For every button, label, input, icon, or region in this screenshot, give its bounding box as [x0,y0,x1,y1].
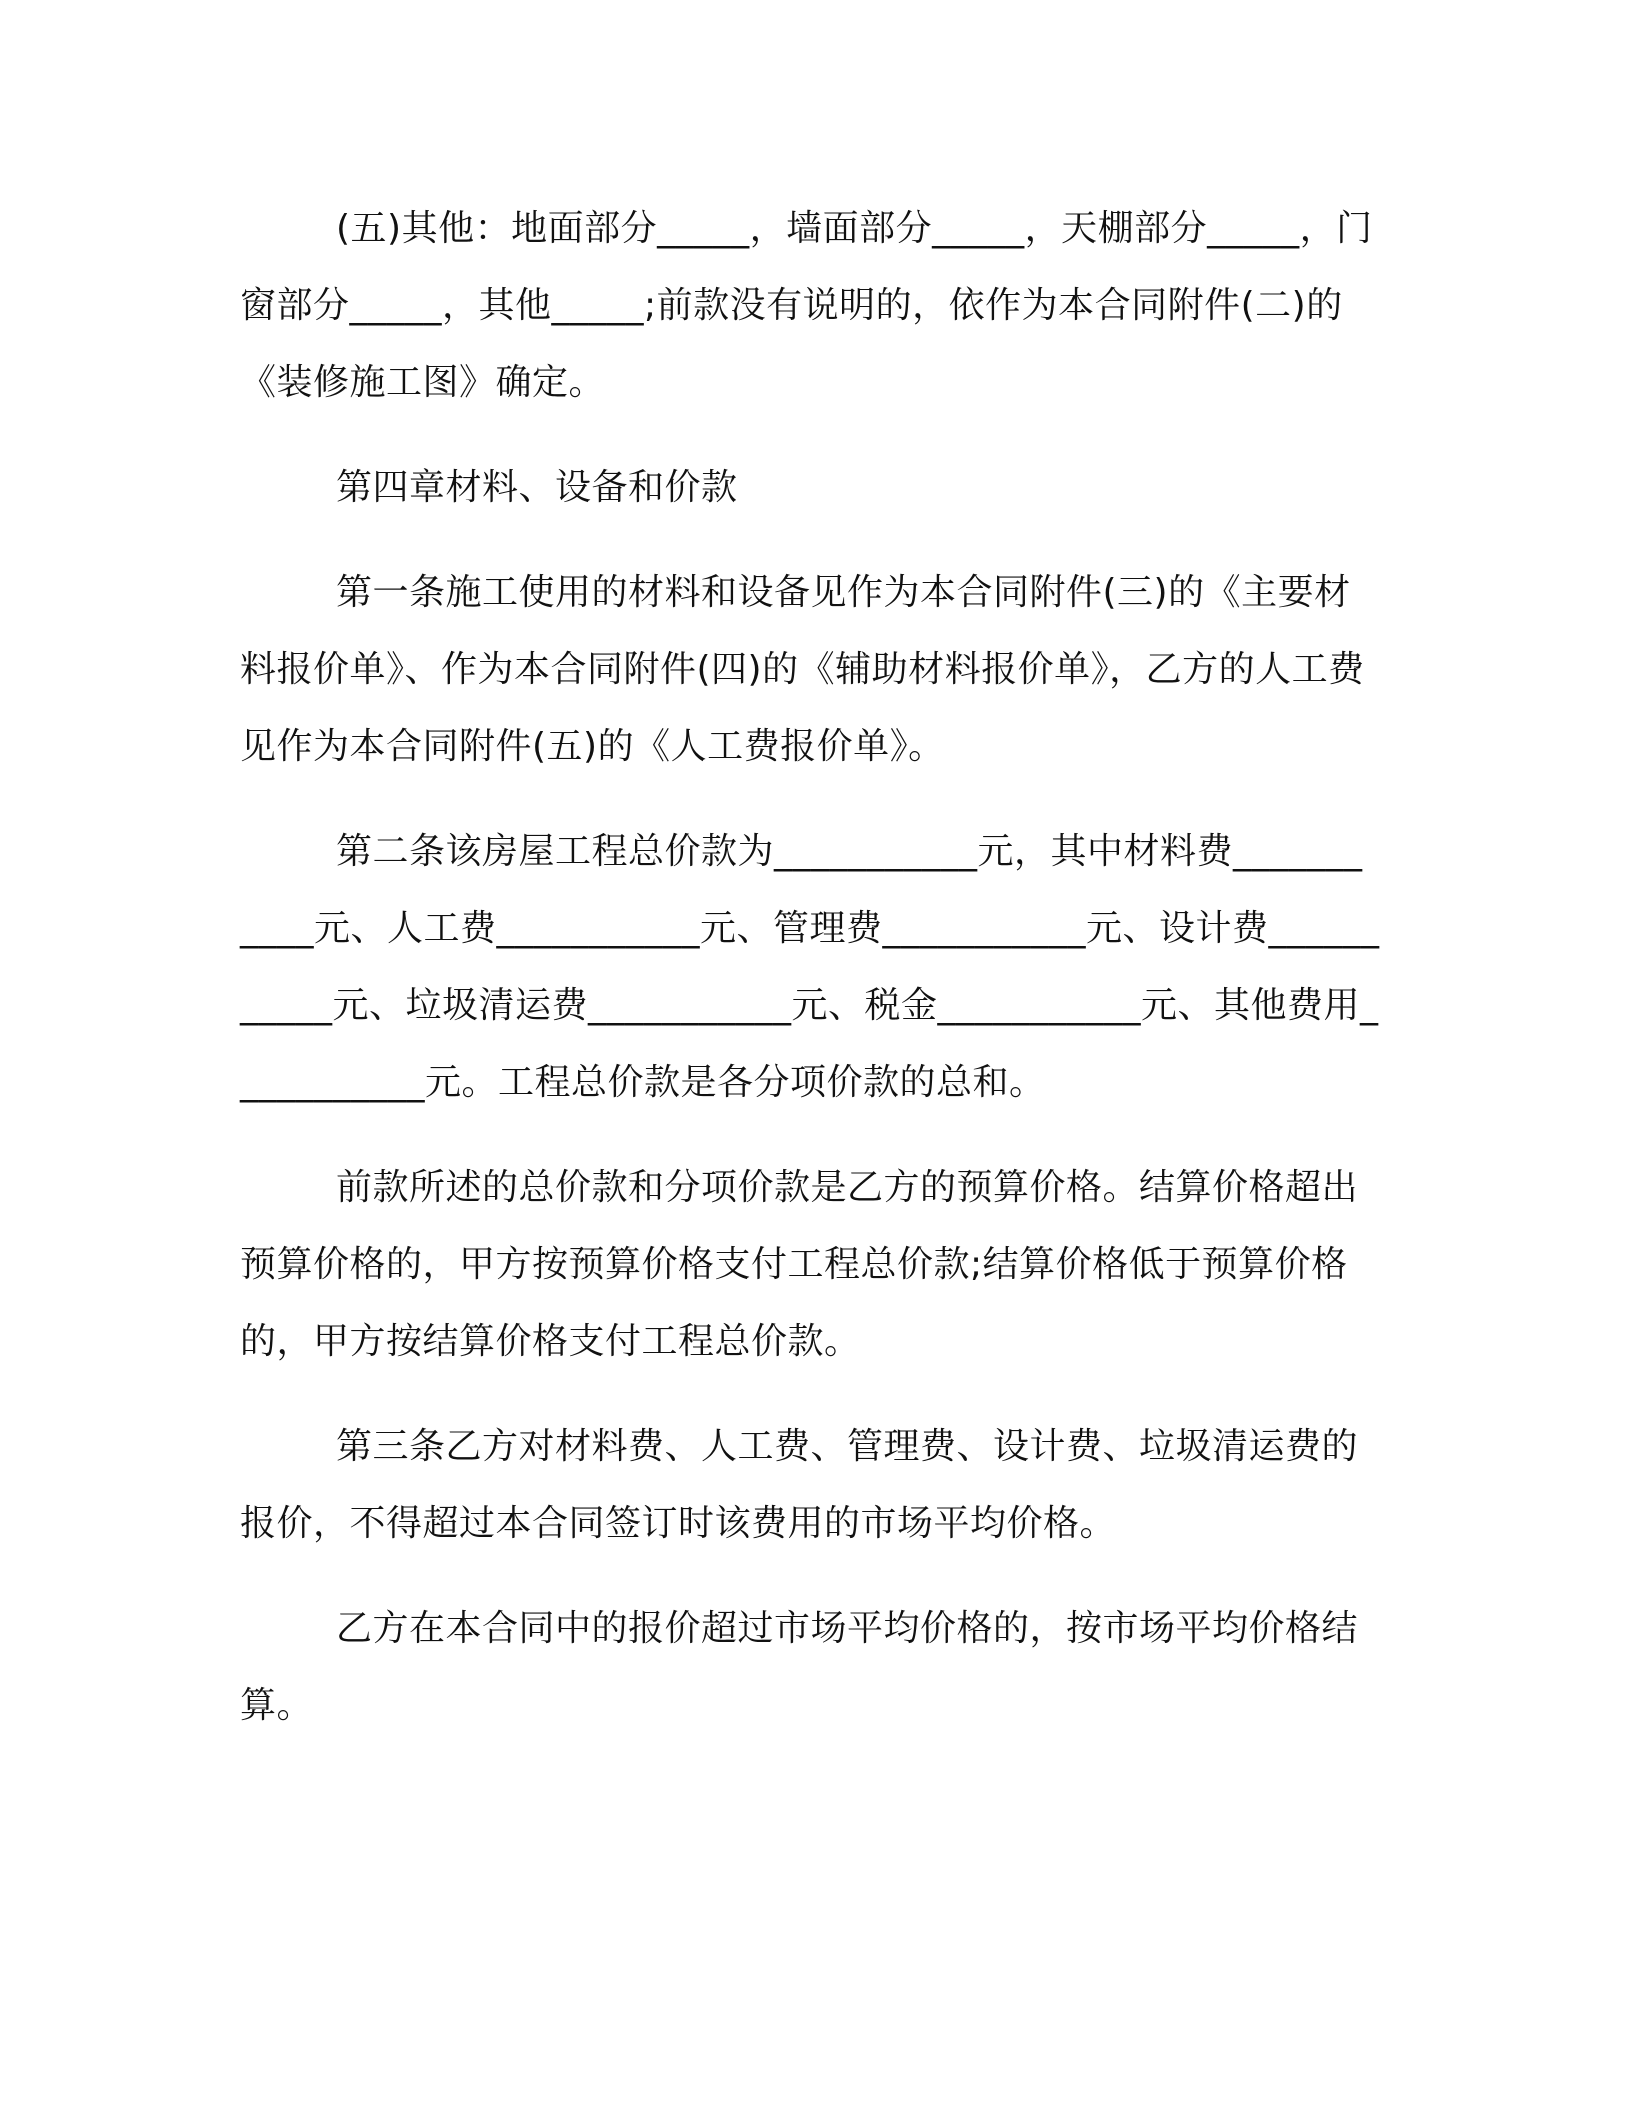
paragraph-article-1: 第一条施工使用的材料和设备见作为本合同附件(三)的《主要材料报价单》、作为本合同附件(四)的《辅助材料报价单》，乙方的人工费见作为本合同附件(五)的《人工费报价单》。 [240,572,1365,767]
paragraph-budget-price: 前款所述的总价款和分项价款是乙方的预算价格。结算价格超出预算价格的，甲方按预算价格支付工程总价款;结算价格低于预算价格的，甲方按结算价格支付工程总价款。 [240,1167,1359,1362]
paragraph-other-parts: (五)其他：地面部分_____，墙面部分_____，天棚部分_____，门窗部分_____，其他_____;前款没有说明的，依作为本合同附件(二)的《装修施工图》确定。 [240,208,1373,403]
paragraph-article-3: 第三条乙方对材料费、人工费、管理费、设计费、垃圾清运费的报价，不得超过本合同签订时该费用的市场平均价格。 [240,1426,1359,1544]
paragraph-market-price: 乙方在本合同中的报价超过市场平均价格的，按市场平均价格结算。 [240,1608,1359,1726]
document-body [240,190,1380,1744]
paragraph-article-2: 第二条该房屋工程总价款为___________元，其中材料费___________元、人工费___________元、管理费___________元、设计费___________元、垃圾清运费___________元、税金___________元、其他费用___________元。工程总价款是各分项价款的总和。 [240,831,1380,1103]
chapter-heading-materials: 第四章材料、设备和价款 [336,467,738,508]
